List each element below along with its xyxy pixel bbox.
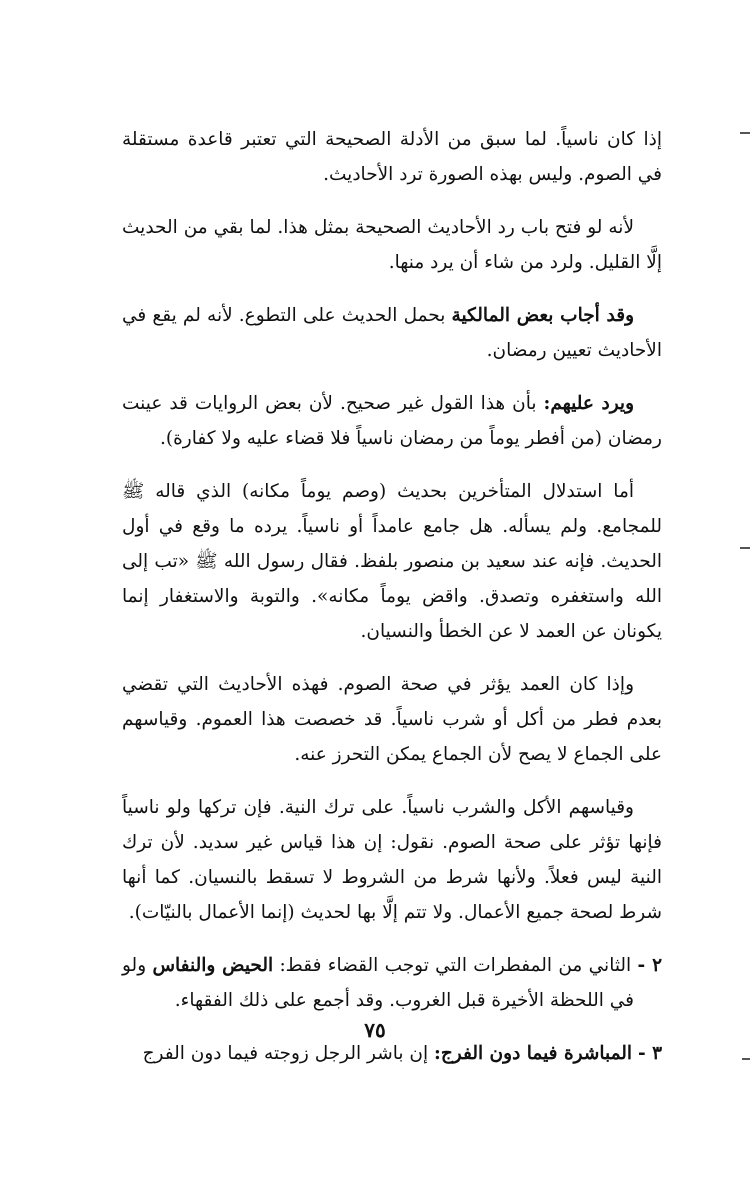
paragraph-text: وقياسهم الأكل والشرب ناسياً. على ترك النية. فإن تركها ولو ناسياً فإنها تؤثر على صحة الصوم. نقول: إن هذا قياس غير سديد. لأن ترك النية ليس فعلاً. ولأنها شرط من الشروط لا تسقط بالنسيان. كما أنها شرط لصحة جميع الأعمال. ولا تتم إلَّا بها لحديث (إنما الأعمال بالنيّات).	[122, 797, 662, 923]
paragraph-text: بأن هذا القول غير صحيح. لأن بعض الروايات قد عينت رمضان (من أفطر يوماً من رمضان ناسياً فلا قضاء عليه ولا كفارة).	[122, 393, 662, 449]
paragraph-1	[122, 122, 662, 192]
list-item-text: الثاني من المفطرات التي توجب القضاء فقط:	[273, 955, 638, 976]
paragraph-text: بحمل الحديث على التطوع. لأنه لم يقع في الأحاديث تعيين رمضان.	[122, 305, 662, 361]
edge-mark	[740, 547, 750, 549]
paragraph-4	[122, 386, 662, 456]
list-item-text: إن باشر الرجل زوجته فيما دون الفرج	[142, 1043, 434, 1064]
paragraph-text: لأنه لو فتح باب رد الأحاديث الصحيحة بمثل هذا. لما بقي من الحديث إلَّا القليل. ولرد من شاء أن يرد منها.	[122, 217, 662, 273]
paragraph-text: إذا كان ناسياً. لما سبق من الأدلة الصحيحة التي تعتبر قاعدة مستقلة في الصوم. وليس بهذه الصورة ترد الأحاديث.	[122, 129, 662, 185]
edge-mark	[742, 1058, 750, 1060]
text-body	[122, 122, 662, 1089]
list-item-bold-phrase: الحيض والنفاس	[152, 955, 274, 976]
page-number: ٧٥	[364, 1018, 386, 1042]
list-item-number: ٣ -	[637, 1043, 662, 1064]
paragraph-lead: ويرد عليهم:	[543, 393, 635, 414]
paragraph-lead: وقد أجاب بعض المالكية	[451, 305, 635, 326]
list-item-text: ولو في اللحظة الأخيرة قبل الغروب. وقد أجمع على ذلك الفقهاء.	[122, 955, 634, 1011]
paragraph-2	[122, 210, 662, 280]
paragraph-7	[122, 790, 662, 930]
list-item-bold-phrase: المباشرة فيما دون الفرج:	[434, 1043, 633, 1064]
edge-mark	[740, 132, 750, 134]
paragraph-3	[122, 298, 662, 368]
paragraph-6	[122, 667, 662, 772]
paragraph-text: أما استدلال المتأخرين بحديث (وصم يوماً مكانه) الذي قاله ﷺ للمجامع. ولم يسأله. هل جامع عامداً أو ناسياً. يرده ما وقع في أول الحديث. فإنه عند سعيد بن منصور بلفظ. فقال رسول الله ﷺ «تب إلى الله واستغفره وتصدق. واقض يوماً مكانه». والتوبة والاستغفار إنما يكونان عن العمد لا عن الخطأ والنسيان.	[122, 481, 662, 642]
paragraph-text: وإذا كان العمد يؤثر في صحة الصوم. فهذه الأحاديث التي تقضي بعدم فطر من أكل أو شرب ناسياً. قد خصصت هذا العموم. وقياسهم على الجماع لا يصح لأن الجماع يمكن التحرز عنه.	[122, 674, 662, 765]
list-item-number: ٢ -	[637, 955, 662, 976]
paragraph-5	[122, 474, 662, 649]
list-item-2	[122, 948, 662, 1018]
